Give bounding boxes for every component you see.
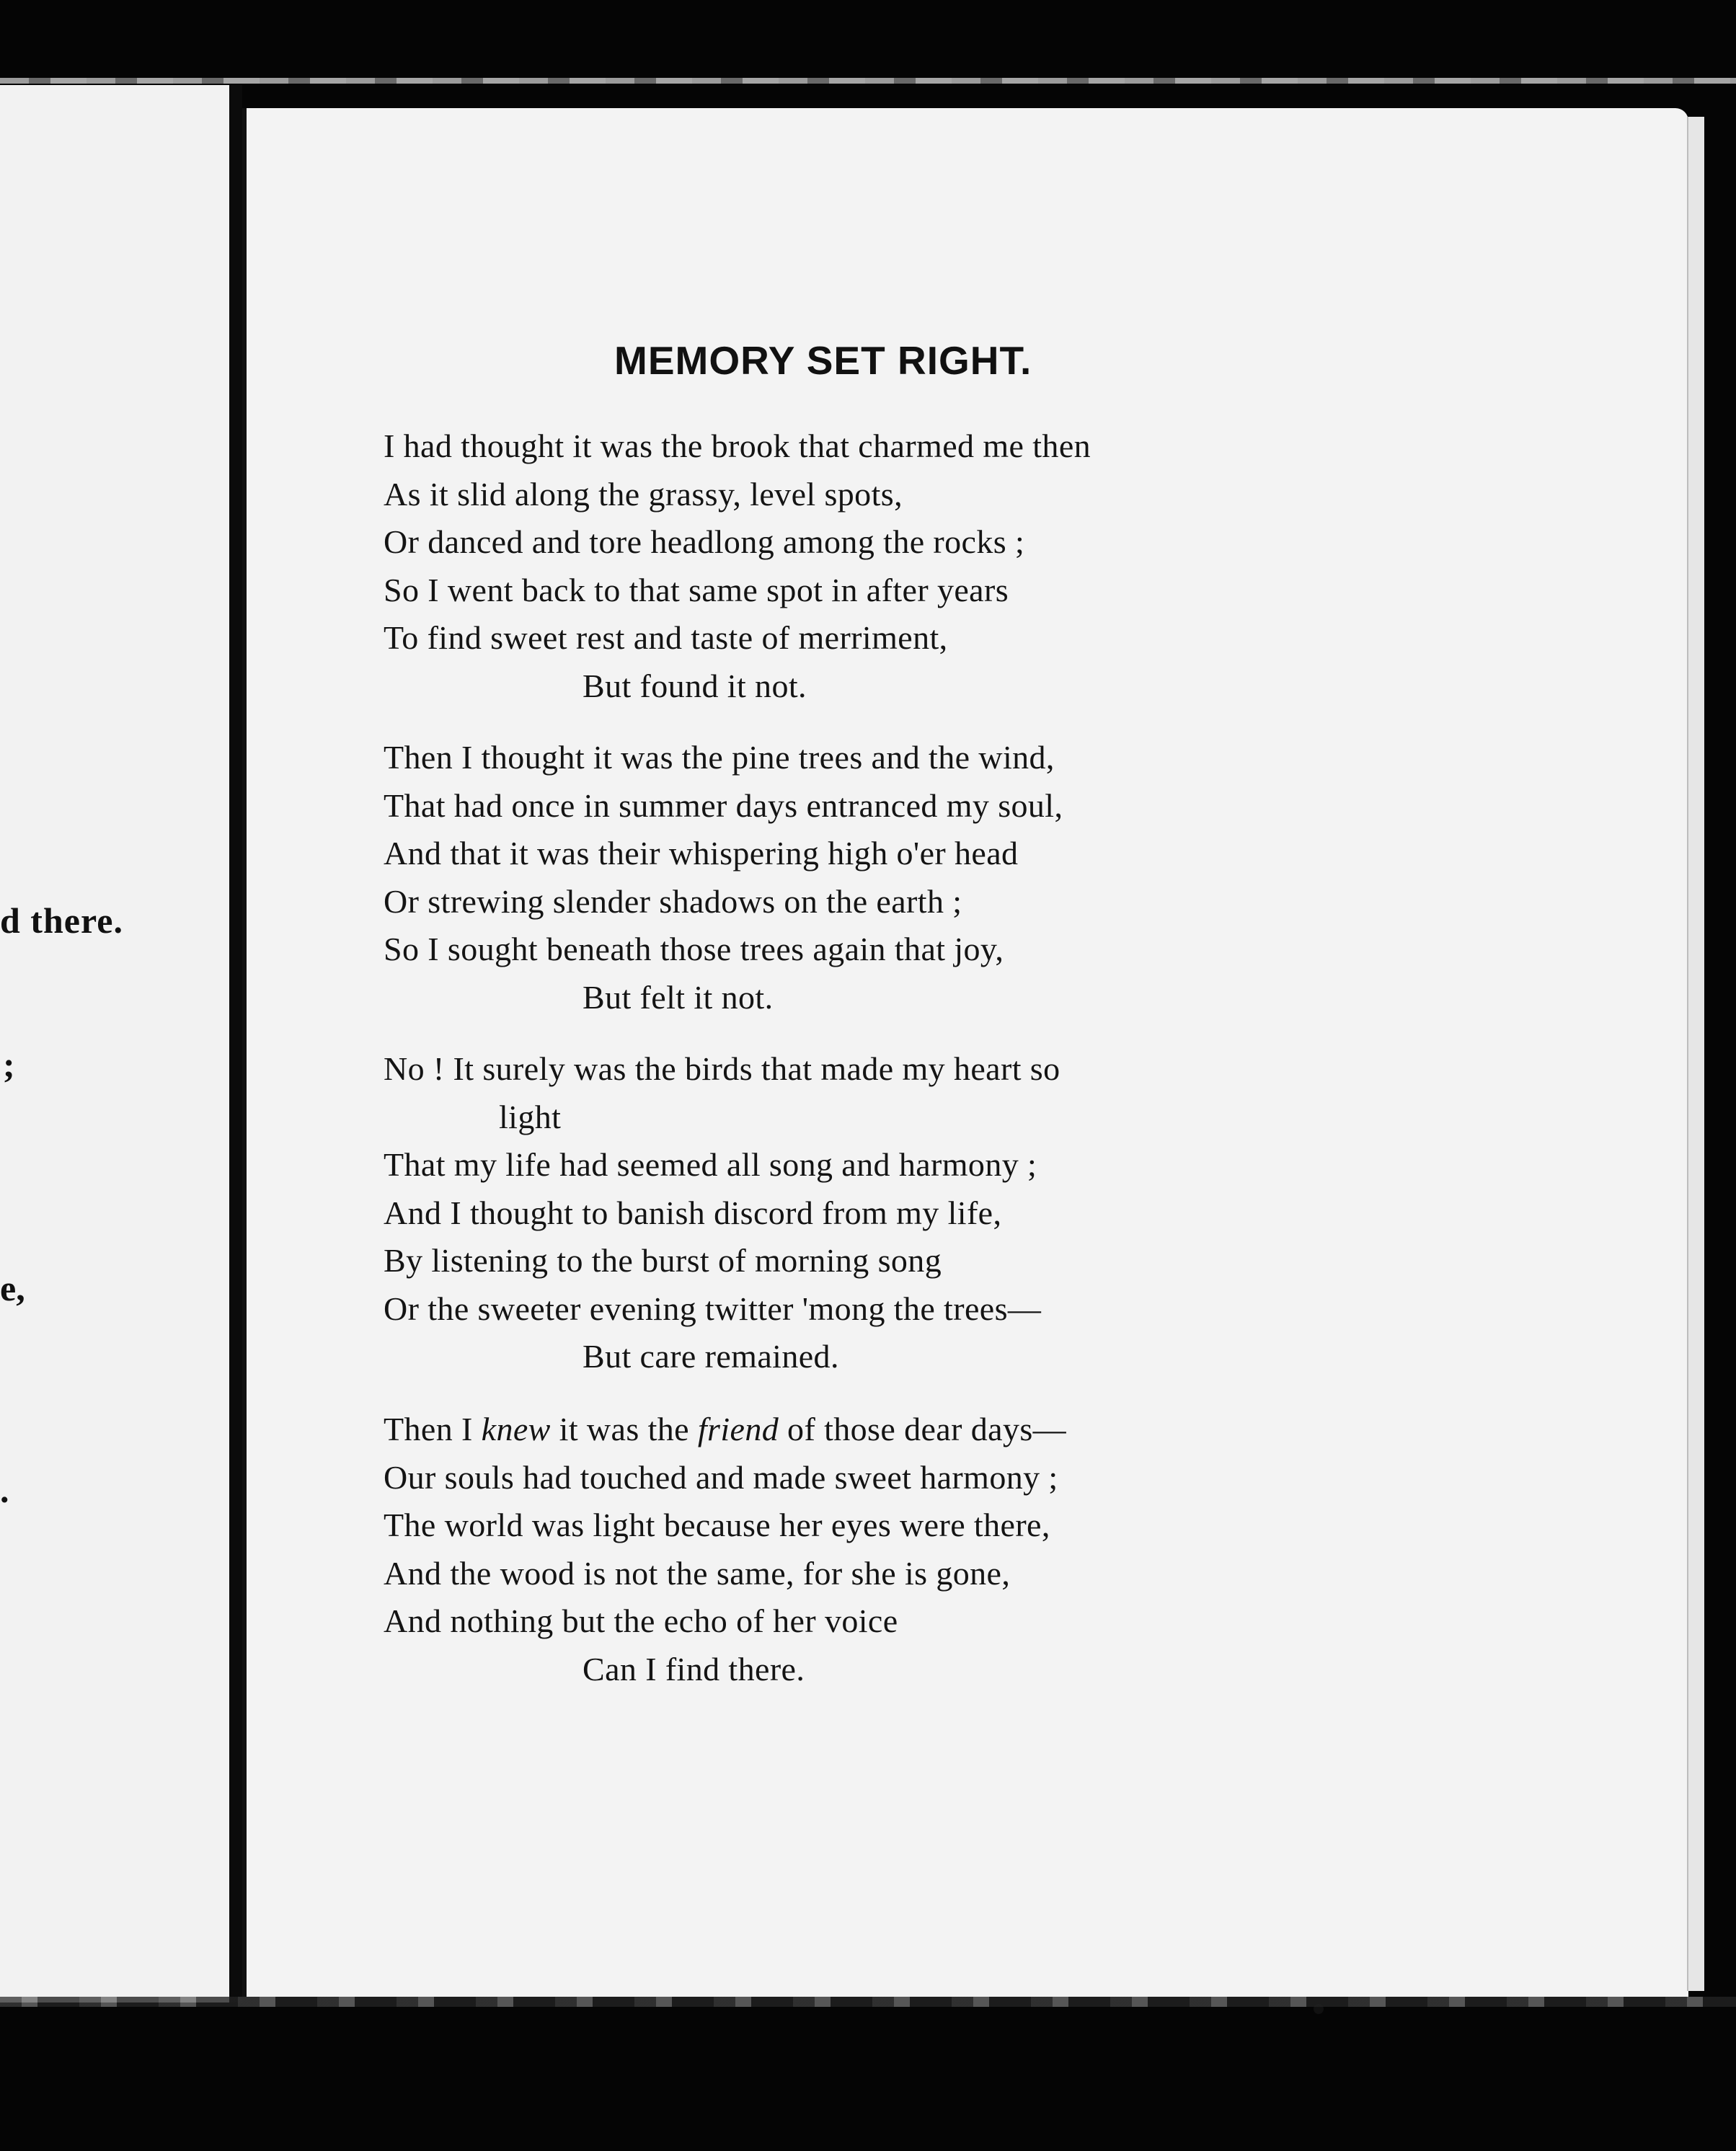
stanza-3 — [384, 1045, 1060, 1381]
right-page — [242, 108, 1688, 1997]
poem-line-continuation: light — [499, 1098, 562, 1135]
poem-line: Then I thought it was the pine trees and the wind, — [384, 739, 1055, 776]
poem-line: As it slid along the grassy, level spots, — [384, 475, 903, 513]
page-bottom-edge — [0, 1997, 1736, 2007]
left-page-text-fragment: . — [0, 1470, 9, 1510]
poem-line: Or danced and tore headlong among the rocks ; — [384, 523, 1025, 560]
poem-line: That had once in summer days entranced my soul, — [384, 786, 1063, 824]
stanza-4 — [384, 1406, 1066, 1693]
poem-line: The world was light because her eyes were there, — [384, 1507, 1050, 1543]
poem-line: So I went back to that same spot in after years — [384, 571, 1009, 608]
stanza-2 — [384, 734, 1063, 1021]
poem-refrain-line: But felt it not. — [583, 978, 774, 1016]
left-page-text-fragment: e, — [0, 1268, 25, 1308]
poem-line: And that it was their whispering high o'er head — [384, 835, 1019, 872]
poem-refrain-line: Can I find there. — [583, 1650, 805, 1687]
poem-line: No ! It surely was the birds that made my heart so — [384, 1050, 1060, 1087]
poem-line: So I sought beneath those trees again that joy, — [384, 931, 1004, 967]
poem-line: Or the sweeter evening twitter 'mong the trees— — [384, 1290, 1042, 1327]
left-page-text-fragment: d there. — [0, 900, 123, 941]
poem-line: By listening to the burst of morning song — [384, 1242, 942, 1279]
book-gutter — [229, 85, 242, 2003]
poem-line — [384, 1406, 1066, 1454]
poem-line: And the wood is not the same, for she is gone, — [384, 1554, 1011, 1592]
poem-line-part: of those dear days— — [779, 1411, 1067, 1447]
poem-line: To find sweet rest and taste of merriment, — [384, 619, 948, 656]
poem-line: And nothing but the echo of her voice — [384, 1602, 898, 1639]
stanza-1 — [384, 422, 1091, 710]
poem-line: That my life had seemed all song and harmony ; — [384, 1146, 1037, 1183]
left-page-fragment — [0, 85, 231, 2003]
poem-line: Our souls had touched and made sweet harmony ; — [384, 1458, 1058, 1496]
italic-word: friend — [697, 1411, 779, 1447]
poem-line: I had thought it was the brook that charmed me then — [384, 427, 1091, 464]
poem-line-part: Then I — [384, 1411, 482, 1447]
poem-refrain-line: But care remained. — [583, 1338, 839, 1375]
poem-title: MEMORY SET RIGHT. — [614, 338, 1032, 383]
italic-word: knew — [481, 1411, 551, 1447]
poem-refrain-line: But found it not. — [583, 667, 807, 704]
poem-line-part: it was the — [550, 1411, 698, 1447]
left-page-text-fragment: ; — [3, 1045, 15, 1085]
page-top-edge — [0, 78, 1736, 84]
poem-line: Or strewing slender shadows on the earth ; — [384, 882, 962, 920]
poem-line: And I thought to banish discord from my life, — [384, 1194, 1002, 1231]
